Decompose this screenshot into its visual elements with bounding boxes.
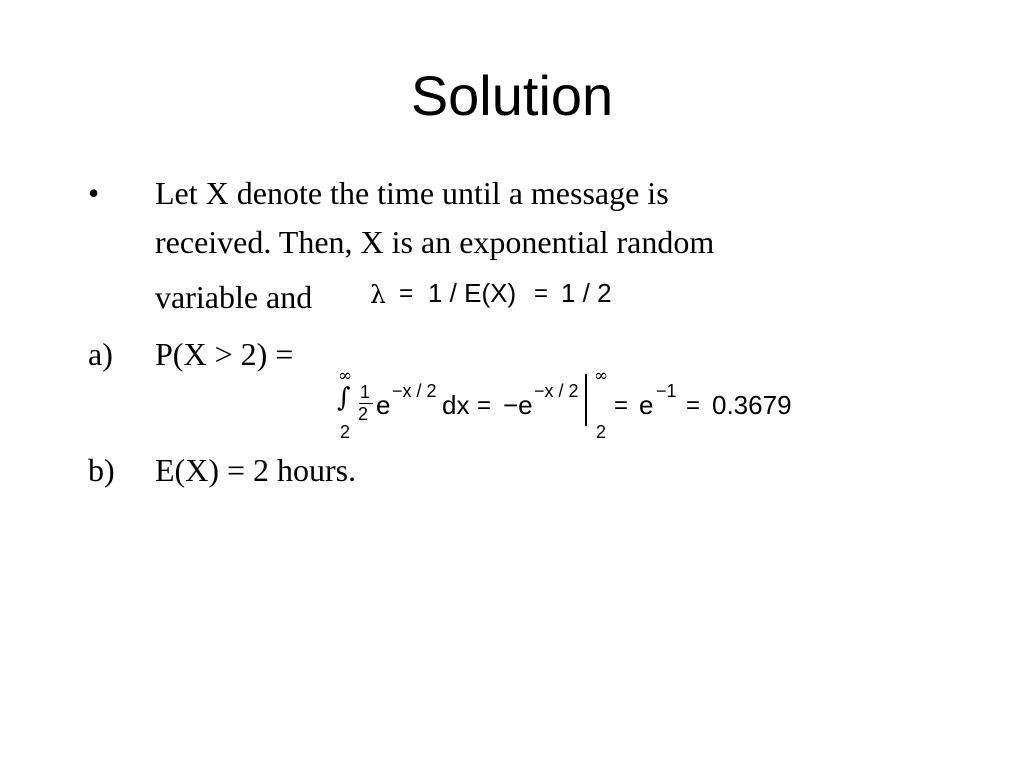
exp-base-2: e (639, 390, 654, 420)
fraction-denominator: 2 (358, 404, 369, 424)
item-a-text: P(X > 2) = (155, 336, 294, 372)
lambda-rhs-2: 1 / 2 (561, 278, 612, 308)
slide-title: Solution (410, 64, 614, 127)
integral-eq-3: = (686, 392, 701, 419)
dx-symbol: dx (442, 390, 470, 420)
item-a-marker: a) (88, 336, 113, 372)
integral-eq-1: = (477, 392, 492, 419)
bullet-line-1: Let X denote the time until a message is (155, 175, 669, 211)
evaluation-upper-limit: ∞ (594, 366, 609, 386)
integral-lower-limit: 2 (340, 422, 351, 442)
lambda-eq-2: = (534, 280, 549, 307)
evaluation-bar (585, 374, 587, 426)
evaluation-lower-limit: 2 (596, 422, 607, 442)
bullet-line-3: variable and (155, 279, 313, 315)
integral-result: 0.3679 (712, 390, 792, 420)
exponent-2: −x / 2 (534, 381, 579, 401)
integral-eq-2: = (614, 392, 629, 419)
integral-sign: ∫ (337, 383, 351, 413)
lambda-symbol: λ (370, 280, 386, 309)
item-b-text: E(X) = 2 hours. (155, 452, 357, 488)
exponent-3: −1 (656, 381, 677, 401)
bullet-line-2: received. Then, X is an exponential random (155, 224, 715, 260)
fraction-numerator: 1 (360, 382, 371, 402)
bullet-marker: • (88, 175, 100, 211)
lambda-rhs-1: 1 / E(X) (428, 278, 517, 308)
item-b-marker: b) (88, 452, 115, 488)
neg-exp-base: −e (503, 390, 533, 420)
exponent-1: −x / 2 (392, 381, 437, 401)
exp-base-1: e (376, 390, 391, 420)
lambda-eq-1: = (399, 280, 414, 307)
integral-upper-limit: ∞ (338, 366, 353, 386)
